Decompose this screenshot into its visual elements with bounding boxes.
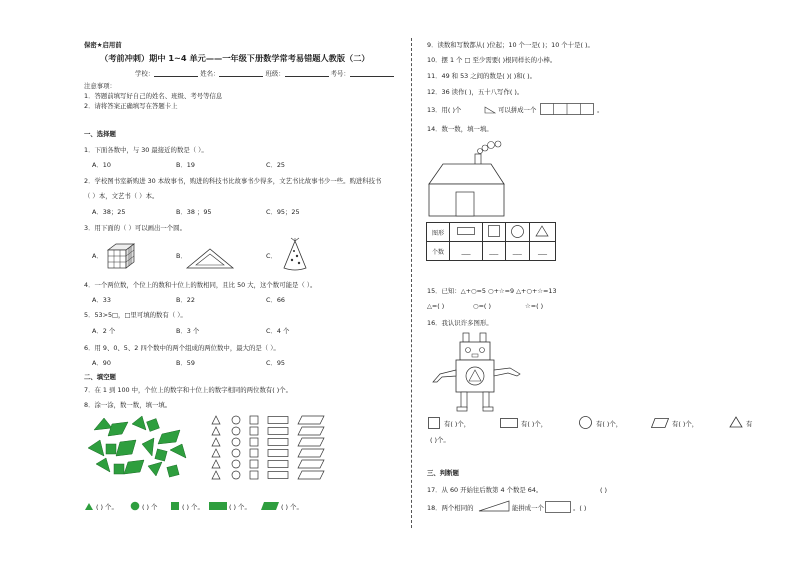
q2-option-a[interactable]: A．38；25 (92, 208, 126, 216)
q2-option-c[interactable]: C．95；25 (266, 208, 300, 216)
grid-triangle (212, 427, 220, 435)
grid-square (250, 471, 258, 479)
square-icon (488, 225, 500, 237)
q6-option-b[interactable]: B．59 (176, 359, 195, 367)
question-12: 12．36 读作( )，五十八写作( )。 (427, 88, 524, 96)
small-triangle-icon (484, 106, 496, 114)
long-rectangle-icon (540, 103, 594, 115)
cone-hat-icon (282, 238, 308, 272)
grid-triangle (212, 460, 220, 468)
question-17: 17．从 60 开始往后数第 4 个数是 64。 (427, 486, 543, 494)
q3-option-a[interactable]: A． (92, 252, 103, 260)
grid-circle (232, 449, 240, 457)
q15-answer-star[interactable]: ☆=( ) (525, 302, 544, 310)
grid-circle (232, 438, 240, 446)
question-8: 8．涂一涂，数一数，填一填。 (84, 401, 172, 409)
grid-square (250, 449, 258, 457)
question-18-part1: 18．两个相同的 (427, 504, 474, 512)
question-10: 10．摆 1 个 □ 至少需要( )根同样长的小棒。 (427, 56, 557, 64)
q16-parallelogram-icon (651, 418, 669, 428)
table-row-label-count: 个数 (427, 242, 450, 261)
q8-triangle-icon (84, 502, 94, 511)
q1-option-c[interactable]: C．25 (266, 161, 285, 169)
grid-circle (232, 416, 240, 424)
green-shapes-pattern (82, 414, 202, 484)
q16-rectangle-icon (500, 418, 518, 428)
triangle-icon (535, 225, 549, 237)
house-picture (428, 140, 508, 220)
question-18-part2: 能拼成一个 (512, 504, 544, 512)
q6-option-c[interactable]: C．95 (266, 359, 285, 367)
table-shape-circle (505, 223, 529, 242)
q16-answer-rectangle[interactable]: 有( )个， (521, 420, 548, 428)
q8-answer-1[interactable]: ( ) 个。 (96, 503, 118, 511)
count-cell-circle[interactable]: ___ (505, 242, 529, 261)
school-label: 学校： (135, 69, 155, 78)
school-field[interactable] (154, 70, 198, 77)
q8-answer-4[interactable]: ( ) 个。 (229, 503, 251, 511)
class-label: 班级： (265, 69, 285, 78)
grid-rectangle (268, 428, 288, 435)
q8-answer-3[interactable]: ( ) 个。 (182, 503, 204, 511)
grid-square (250, 438, 258, 446)
q16-answer-triangle-label: 有 (746, 420, 753, 428)
question-2-line1: 2．学校图书室新购进 30 本故事书，购进的科技书比故事书少得多，文艺书比故事书少一些。购进科技书 (84, 177, 382, 185)
q18-mark[interactable]: 。( ) (573, 504, 587, 512)
robot-picture (428, 330, 524, 412)
question-2-line2: （ ）本，文艺书（ ）本。 (84, 192, 159, 200)
grid-parallelogram (298, 460, 324, 468)
grid-rectangle (268, 461, 288, 468)
grid-circle (232, 427, 240, 435)
table-shape-square (483, 223, 506, 242)
grid-rectangle (268, 417, 288, 424)
right-triangle-icon (478, 500, 510, 512)
q16-answer-square[interactable]: 有( )个， (444, 420, 471, 428)
question-11: 11．49 和 53 之间的数是( )( )和( )。 (427, 72, 537, 80)
exam-no-field[interactable] (350, 70, 394, 77)
q15-answer-circle[interactable]: ○=( ) (473, 302, 491, 310)
grid-triangle (212, 416, 220, 424)
grid-circle (232, 460, 240, 468)
grid-rectangle (268, 439, 288, 446)
grid-rectangle (268, 472, 288, 479)
count-cell-square[interactable]: ___ (483, 242, 506, 261)
secret-mark: 保密★启用前 (84, 41, 122, 49)
question-4: 4．一个两位数，个位上的数和十位上的数相同，且比 50 大，这个数可能是（ ）。 (84, 281, 317, 289)
question-13-part1: 13．用( )个 (427, 106, 462, 114)
rectangle-icon (457, 227, 475, 235)
q16-circle-icon (579, 416, 592, 429)
grid-square (250, 460, 258, 468)
exam-no-label: 考号： (330, 69, 350, 78)
q2-option-b[interactable]: B．38 ；95 (176, 208, 212, 216)
table-row-label-shape: 图形 (427, 223, 450, 242)
q17-mark[interactable]: ( ) (600, 486, 608, 494)
q16-answer-triangle[interactable]: ( )个。 (430, 436, 450, 444)
question-3: 3．用下面的（ ）可以画出一个圆。 (84, 224, 186, 232)
grid-rectangle (268, 450, 288, 457)
grid-triangle (212, 449, 220, 457)
triangle-ruler-icon (186, 248, 234, 270)
q16-answer-parallelogram[interactable]: 有( )个， (672, 420, 699, 428)
q1-option-b[interactable]: B．19 (176, 161, 195, 169)
q16-square-icon (428, 417, 440, 429)
section-fill-title: 二、填空题 (84, 373, 116, 381)
question-5: 5．53>5□，□里可填的数有（ ）。 (84, 311, 187, 319)
q18-rectangle-icon (545, 501, 571, 513)
q8-answer-2[interactable]: ( ) 个 (142, 503, 158, 511)
grid-parallelogram (298, 416, 324, 424)
table-shape-triangle (529, 223, 555, 242)
question-15: 15．已知：△+○=5 ○+☆=9 △+○+☆=13 (427, 287, 557, 295)
grid-parallelogram (298, 449, 324, 457)
section-judge-title: 三、判断题 (427, 469, 459, 477)
grid-triangle (212, 438, 220, 446)
question-14: 14．数一数，填一填。 (427, 125, 493, 133)
grid-square (250, 427, 258, 435)
grid-parallelogram (298, 438, 324, 446)
question-7: 7．在 1 到 100 中，个位上的数字和十位上的数字相同的两位数有( )个。 (84, 386, 293, 394)
q3-option-b[interactable]: B． (176, 252, 187, 260)
q8-parallelogram-icon (260, 501, 280, 511)
q15-answer-triangle[interactable]: △=( ) (427, 302, 445, 310)
column-divider (411, 38, 412, 528)
q4-option-b[interactable]: B．22 (176, 296, 195, 304)
question-13-part2: 可以拼成一个 (498, 106, 537, 114)
q8-answer-5[interactable]: ( ) 个。 (281, 503, 303, 511)
grid-square (250, 416, 258, 424)
name-field[interactable] (219, 70, 263, 77)
info-line (135, 70, 394, 77)
page-title: （考前冲刺）期中 1~4 单元——一年级下册数学常考易错题人教版（二） (100, 53, 370, 63)
outlined-shapes-grid (210, 414, 330, 484)
q1-option-a[interactable]: A．10 (92, 161, 111, 169)
q16-triangle-icon (729, 416, 743, 428)
cube-icon (106, 242, 136, 270)
q5-option-b[interactable]: B．3 个 (176, 327, 200, 335)
grid-parallelogram (298, 471, 324, 479)
q8-circle-icon (130, 501, 140, 511)
q6-option-a[interactable]: A．90 (92, 359, 111, 367)
section-choice-title: 一、选择题 (84, 130, 116, 138)
grid-circle (232, 471, 240, 479)
name-label: 姓名： (200, 69, 220, 78)
grid-triangle (212, 471, 220, 479)
shape-count-table (426, 222, 556, 261)
q4-option-a[interactable]: A．33 (92, 296, 111, 304)
question-6: 6．用 9、0、5、2 四个数中的两个组成的两位数中，最大的是（ ）。 (84, 344, 280, 352)
q8-square-icon (170, 501, 180, 511)
q3-option-c[interactable]: C． (266, 252, 277, 260)
q16-answer-circle[interactable]: 有( )个， (596, 420, 623, 428)
grid-parallelogram (298, 427, 324, 435)
q13-period: 。 (597, 106, 604, 114)
count-cell-triangle[interactable]: ___ (529, 242, 555, 261)
question-16: 16．我认识许多图形。 (427, 319, 493, 327)
note-2: 2．请将答案正确填写在答题卡上 (84, 102, 178, 110)
table-shape-rectangle (450, 223, 483, 242)
circle-icon (511, 225, 524, 238)
note-1: 1．答题前填写好自己的姓名、班级、考号等信息 (84, 92, 223, 100)
q5-option-c[interactable]: C．4 个 (266, 327, 290, 335)
q4-option-c[interactable]: C．66 (266, 296, 285, 304)
q5-option-a[interactable]: A．2 个 (92, 327, 116, 335)
q8-rectangle-icon (208, 501, 228, 511)
question-1: 1．下面各数中，与 30 最接近的数是（ ）。 (84, 146, 208, 154)
question-9: 9．读数和写数都从( )位起；10 个一是( )；10 个十是( )。 (427, 41, 594, 49)
notes-title: 注意事项： (84, 82, 116, 90)
class-field[interactable] (285, 70, 329, 77)
count-cell-rectangle[interactable]: ___ (450, 242, 483, 261)
